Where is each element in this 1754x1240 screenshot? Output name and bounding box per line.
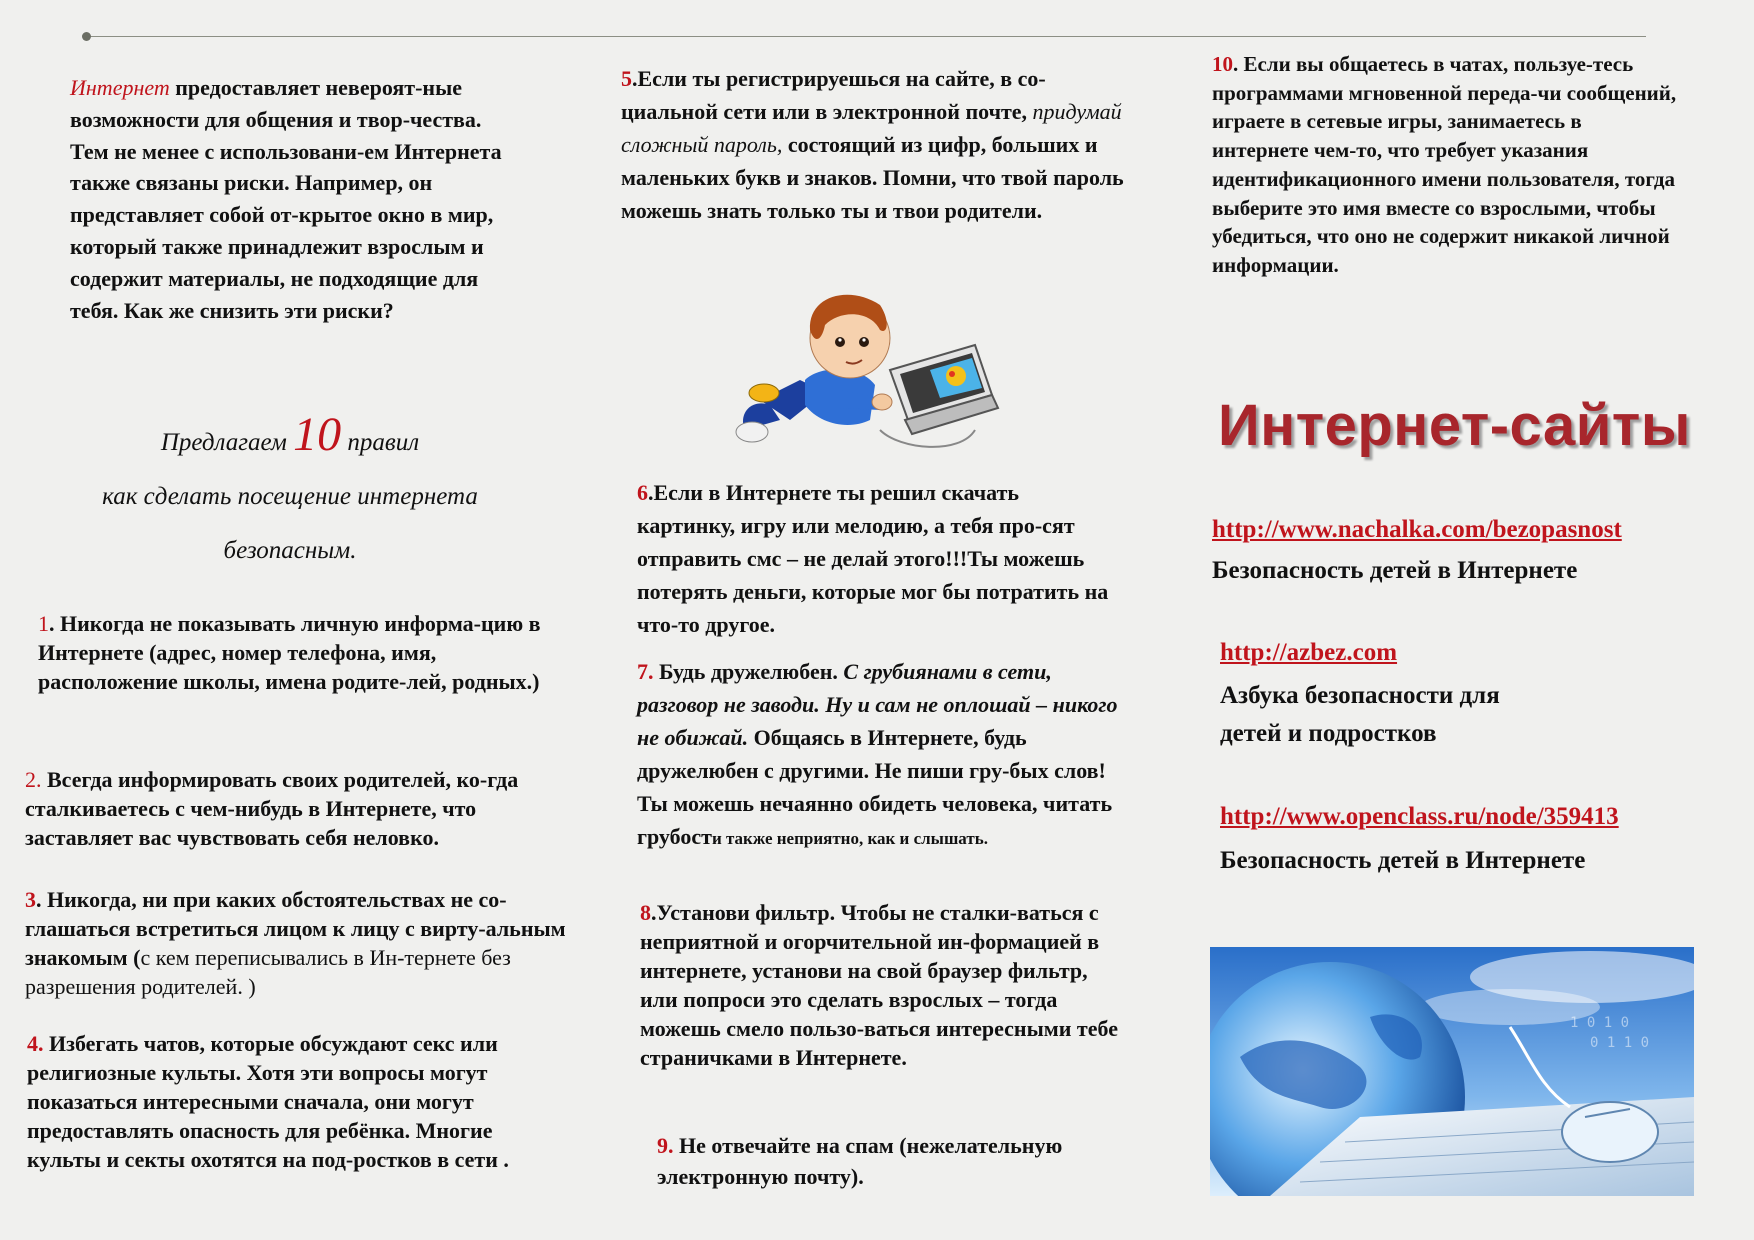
rule-9-text: Не отвечайте на спам (нежелательную электронную почту). xyxy=(657,1133,1063,1189)
intro-text: предоставляет невероят-ные возможности для общения и твор-чества. Тем не менее с использовани-ем Интернета также связаны риски. Например, он представляет собой от-крытое окно в мир, который также принадлежит взрослым и содержит материалы, не подходящие для тебя. Как же снизить эти риски? xyxy=(70,75,502,323)
site-desc-azbez: Азбука безопасности для детей и подростков xyxy=(1220,682,1500,747)
offer-pre: Предлагаем xyxy=(160,429,294,456)
rule-9 xyxy=(657,1130,1117,1192)
rule-10-number: 10 xyxy=(1212,52,1233,76)
sites-title: Интернет-сайты xyxy=(1218,393,1691,458)
rule-5-text-2: состоящий из цифр, больших и маленьких букв и знаков. Помни, что твой пароль можешь знать только ты и твои родители. xyxy=(621,132,1124,223)
intro-paragraph xyxy=(70,72,510,326)
rule-5-number: 5 xyxy=(621,66,632,91)
offer-line-2: как сделать посещение интернета xyxy=(102,483,478,510)
child-with-laptop-illustration xyxy=(730,280,1020,455)
rule-7-italic: С грубиянами в сети, разговор не заводи. Ну и сам не оплошай – никого не обижай. xyxy=(637,659,1118,750)
rule-2 xyxy=(25,765,565,852)
site-desc-nachalka: Безопасность детей в Интернете xyxy=(1212,557,1578,584)
rule-6 xyxy=(637,476,1117,641)
offer-line-3: безопасным. xyxy=(223,537,357,564)
rule-1 xyxy=(38,609,558,696)
svg-text:0 1 1 0: 0 1 1 0 xyxy=(1590,1035,1650,1051)
top-divider-line xyxy=(86,36,1646,37)
rule-8-text: .Установи фильтр. Чтобы не сталки-ваться с неприятной и огорчительной ин-формацией в интернете, установи на свой браузер фильтр, или попроси это сделать взрослых – тогда можешь смело пользо-ваться интересными тебе страничками в Интернете. xyxy=(640,900,1118,1070)
rule-10 xyxy=(1212,50,1682,280)
rule-7-text-2: Общаясь в Интернете, будь дружелюбен с другими. Не пиши гру-бых слов! Ты можешь нечаянно обидеть человека, читать грубост xyxy=(637,725,1113,849)
offer-post: правил xyxy=(341,429,420,456)
globe-keyboard-mouse-image xyxy=(1210,947,1694,1196)
rule-6-text: .Если в Интернете ты решил скачать картинку, игру или мелодию, а тебя про-сят отправить смс – не делай этого!!!Ты можешь потерять деньги, которые мог бы потратить на что-то другое. xyxy=(637,480,1109,637)
rule-2-text: Всегда информировать своих родителей, ко-гда сталкиваетесь с чем-нибудь в Интернете, что заставляет вас чувствовать себя неловко. xyxy=(25,767,519,850)
rule-4-text: Избегать чатов, которые обсуждают секс или религиозные культы. Хотя эти вопросы могут показаться интересными сначала, они могут предоставлять опасность для ребёнка. Многие культы и секты охотятся на под-ростков в сети . xyxy=(27,1031,509,1172)
site-desc-openclass: Безопасность детей в Интернете xyxy=(1220,847,1586,874)
rule-7-small-text: и также неприятно, как и слышать. xyxy=(711,829,988,848)
rule-5 xyxy=(621,62,1131,227)
rule-3-text: . Никогда, ни при каких обстоятельствах не со-глашаться встретиться лицом к лицу с вирту-альным знакомым ( xyxy=(25,887,566,970)
offer-heading xyxy=(40,408,540,578)
rule-3-text-2: с кем переписывались в Ин-тернете без разрешения родителей. ) xyxy=(25,945,511,999)
divider-dot xyxy=(82,32,91,41)
rule-7-number: 7. xyxy=(637,659,654,684)
rule-5-text: .Если ты регистрируешься на сайте, в со-циальной сети или в электронной почте, xyxy=(621,66,1046,124)
rule-8 xyxy=(640,898,1125,1072)
rule-1-number: 1 xyxy=(38,611,49,636)
rule-10-text: . Если вы общаетесь в чатах, пользуе-тесь программами мгновенной переда-чи сообщений, играете в сетевые игры, занимаетесь в интернете чем-то, что требует указания идентификационного имени пользователя, тогда выберите это имя вместе со взрослыми, чтобы убедиться, что оно не содержит никакой личной информации. xyxy=(1212,52,1677,277)
rule-9-number: 9. xyxy=(657,1133,674,1158)
rule-7 xyxy=(637,655,1127,855)
rule-2-number: 2. xyxy=(25,767,42,792)
rule-3-number: 3 xyxy=(25,887,36,912)
rule-7-text: Будь дружелюбен. xyxy=(653,659,844,684)
rule-6-number: 6 xyxy=(637,480,648,505)
svg-text:1 0 1 0: 1 0 1 0 xyxy=(1570,1015,1630,1031)
rule-4 xyxy=(27,1029,552,1174)
rule-8-number: 8 xyxy=(640,900,651,925)
rule-5-italic: придумай сложный пароль, xyxy=(621,99,1122,157)
site-link-azbez[interactable]: http://azbez.com xyxy=(1220,639,1398,666)
rule-1-text: . Никогда не показывать личную информа-цию в Интернете (адрес, номер телефона, имя, расположение школы, имена родите-лей, родных.) xyxy=(38,611,541,694)
intro-lead-word: Интернет xyxy=(70,75,170,100)
rule-3 xyxy=(25,885,580,1001)
rule-4-number: 4. xyxy=(27,1031,44,1056)
offer-line-1 xyxy=(40,408,540,470)
site-link-openclass[interactable]: http://www.openclass.ru/node/359413 xyxy=(1220,803,1619,830)
offer-ten: 10 xyxy=(293,408,342,461)
site-link-nachalka[interactable]: http://www.nachalka.com/bezopasnost xyxy=(1212,516,1622,543)
